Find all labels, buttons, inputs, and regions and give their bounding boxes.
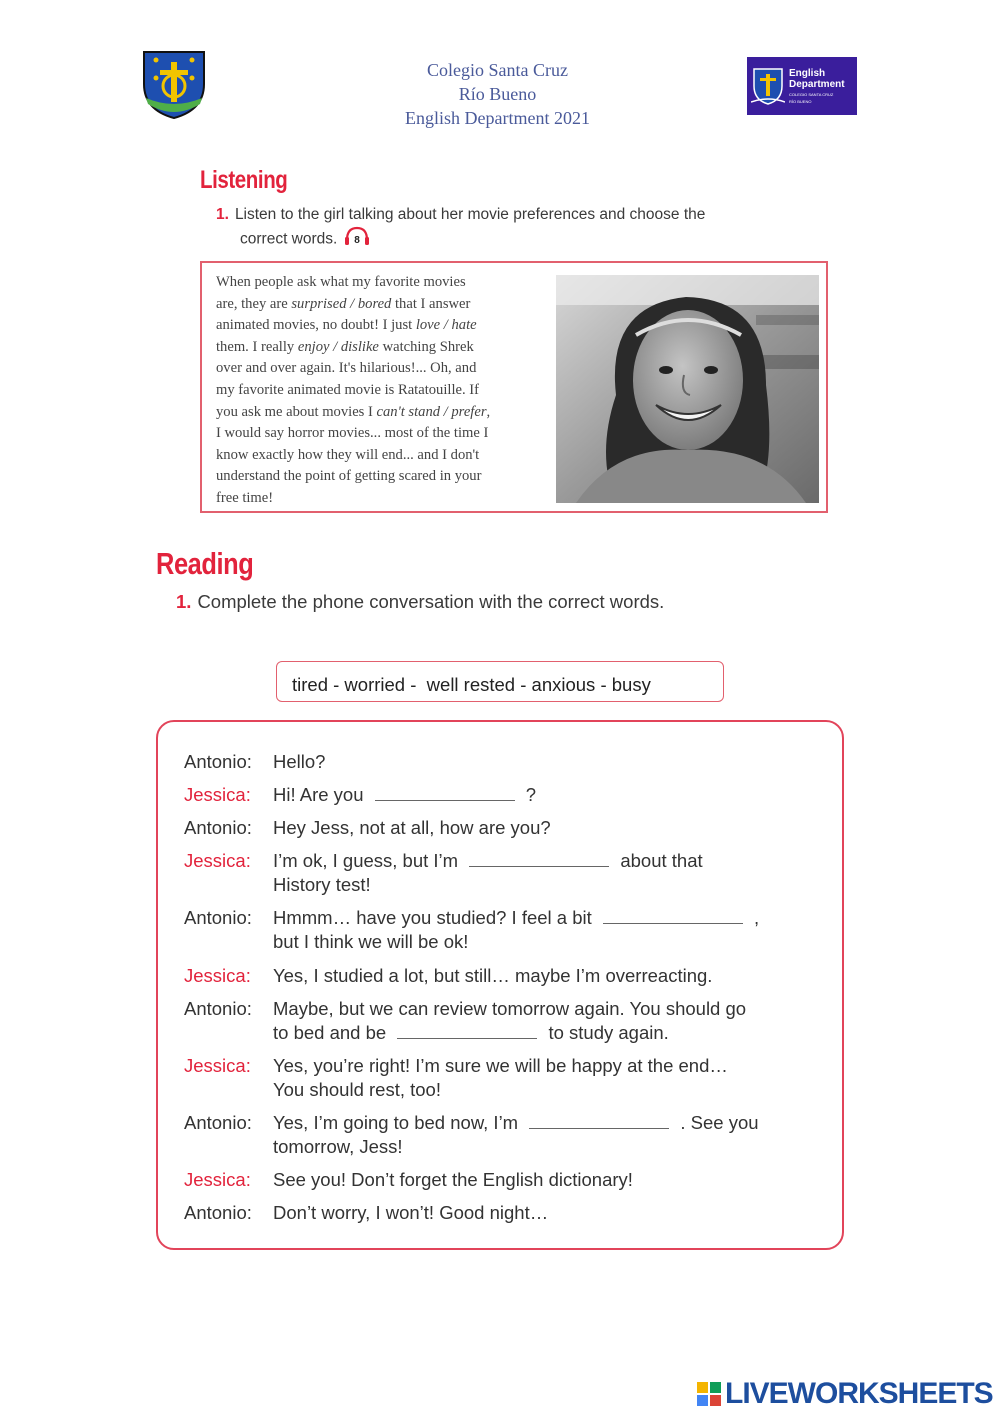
conversation-turn (184, 906, 814, 953)
speech-text: History test! (273, 873, 371, 895)
passage-text: , (486, 403, 491, 420)
speaker-name: Antonio: (184, 817, 252, 838)
listening-title: Listening (200, 166, 288, 194)
passage-line (216, 402, 552, 424)
speech-text: Hmmm… have you studied? I feel a bit (273, 907, 597, 928)
speech (273, 750, 814, 774)
passage-line (216, 423, 552, 445)
speech-line (273, 873, 814, 897)
speech-line (273, 849, 814, 873)
speech-text: Maybe, but we can review tomorrow again. You should go (273, 998, 747, 1019)
headphones-icon (344, 226, 370, 253)
speech-text: You should rest, too! (273, 1078, 441, 1100)
passage-text: free time! (216, 489, 274, 506)
listening-instruction-line1: Listen to the girl talking about her movie preferences and choose the (234, 206, 706, 223)
answer-blank[interactable] (603, 909, 743, 924)
passage-text: animated movies, no doubt! I just (216, 317, 416, 334)
passage-line (216, 488, 552, 510)
conversation-turn (184, 783, 814, 807)
passage-text: you ask me about movies I (216, 403, 377, 420)
conversation-turn (184, 1111, 814, 1158)
conversation-turn (184, 1054, 814, 1101)
word-bank: tired - worried - well rested - anxious - busy (276, 661, 724, 702)
speech-text: tomorrow, Jess! (273, 1135, 403, 1157)
speech-text: Yes, I studied a lot, but still… maybe I’m overreacting. (273, 965, 713, 986)
passage-text: watching Shrek (378, 338, 474, 355)
liveworksheets-brand (697, 1377, 993, 1411)
speech-text: . See you (675, 1112, 759, 1133)
speech-line (273, 750, 814, 774)
speech-line (273, 930, 814, 954)
speech (273, 1111, 814, 1158)
conversation-turn (184, 1201, 814, 1225)
speech (273, 1168, 814, 1192)
speaker-name: Antonio: (184, 907, 252, 928)
speech-text: to bed and be (273, 1021, 392, 1043)
speech-text: Hello? (273, 751, 326, 772)
speech (273, 783, 814, 807)
reading-instruction (176, 591, 664, 613)
speaker-name: Jessica: (184, 965, 251, 986)
speech-line (273, 1021, 814, 1045)
speech (273, 906, 814, 953)
speech-text: Hi! Are you (273, 784, 369, 805)
speaker-name: Antonio: (184, 998, 252, 1019)
conversation-turn (184, 816, 814, 840)
conversation-turn (184, 1168, 814, 1192)
passage-text: my favorite animated movie is Ratatouille. If (216, 381, 480, 398)
dept-logo-title-2: Department (789, 79, 845, 90)
speech-line (273, 906, 814, 930)
passage-line (216, 294, 552, 316)
speech (273, 1201, 814, 1225)
passage-line (216, 380, 552, 402)
speech-line (273, 1135, 814, 1159)
dept-logo-title-1: English (789, 68, 826, 79)
speech-text: about that (615, 850, 703, 871)
speech (273, 964, 814, 988)
speaker-name: Antonio: (184, 1202, 252, 1223)
school-name: Colegio Santa Cruz (427, 60, 568, 80)
speech-line (273, 964, 814, 988)
school-city: Río Bueno (458, 84, 537, 104)
speaker-name: Antonio: (184, 751, 252, 772)
speech-line (273, 1168, 814, 1192)
speech (273, 1054, 814, 1101)
speaker-name: Jessica: (184, 850, 251, 871)
conversation-turn (184, 997, 814, 1044)
school-crest-logo (142, 50, 206, 120)
liveworksheets-logo-icon (697, 1382, 721, 1406)
english-department-logo (747, 57, 857, 115)
speech-text: ? (520, 784, 537, 805)
speech-text: but I think we will be ok! (273, 930, 469, 952)
passage-text: them. I really (216, 338, 298, 355)
speech (273, 849, 814, 896)
speaker-name: Jessica: (184, 784, 251, 805)
speech-text: Don’t worry, I won’t! Good night… (273, 1202, 549, 1223)
track-number: 8 (353, 235, 360, 246)
passage-text: know exactly how they will end... and I don't (216, 446, 480, 463)
answer-blank[interactable] (397, 1024, 537, 1039)
listening-passage (216, 272, 552, 510)
reading-instruction-text: Complete the phone conversation with the correct words. (197, 591, 665, 612)
speech-text: Yes, you’re right! I’m sure we will be happy at the end… (273, 1055, 728, 1076)
speech-text: , (748, 907, 760, 928)
dept-logo-sub-1: COLEGIO SANTA CRUZ (789, 92, 834, 97)
reading-number: 1. (176, 591, 192, 612)
speech-line (273, 1111, 814, 1135)
passage-line (216, 358, 552, 380)
speech-text: Hey Jess, not at all, how are you? (273, 817, 551, 838)
listening-number: 1. (216, 206, 229, 223)
speech-text: Yes, I’m going to bed now, I’m (273, 1112, 524, 1133)
speech-line (273, 1054, 814, 1078)
passage-line (216, 466, 552, 488)
passage-text: that I answer (391, 295, 471, 312)
passage-text: over and over again. It's hilarious!... Oh, and (216, 360, 477, 377)
speech-line (273, 816, 814, 840)
dept-logo-sub-2: RÍO BUENO (789, 99, 812, 104)
department-year: English Department 2021 (405, 108, 590, 128)
liveworksheets-text: LIVEWORKSHEETS (725, 1377, 993, 1410)
speaker-name: Jessica: (184, 1169, 251, 1190)
conversation-turn (184, 964, 814, 988)
speech-line (273, 1201, 814, 1225)
word-choice[interactable]: enjoy / dislike (297, 338, 379, 355)
reading-title: Reading (156, 546, 254, 581)
passage-line (216, 337, 552, 359)
speech-text: I’m ok, I guess, but I’m (273, 850, 464, 871)
word-choice[interactable]: can't stand / prefer (376, 403, 487, 420)
speech-text: to study again. (543, 1021, 669, 1043)
speaker-name: Antonio: (184, 1112, 252, 1133)
speech-text: See you! Don’t forget the English dictionary! (273, 1169, 633, 1190)
girl-photo (556, 275, 819, 503)
passage-text: When people ask what my favorite movies (216, 274, 466, 290)
listening-instruction (216, 203, 806, 253)
speech-line (273, 783, 814, 807)
speech-line (273, 1078, 814, 1102)
school-header (330, 58, 665, 130)
speech (273, 816, 814, 840)
passage-text: are, they are (216, 295, 292, 312)
speaker-name: Jessica: (184, 1055, 251, 1076)
answer-blank[interactable] (469, 852, 609, 867)
department-crest-icon (751, 66, 785, 106)
conversation-turn (184, 750, 814, 774)
answer-blank[interactable] (375, 786, 515, 801)
speech (273, 997, 814, 1044)
word-choice[interactable]: surprised / bored (291, 295, 392, 312)
word-choice[interactable]: love / hate (415, 317, 477, 334)
passage-line (216, 315, 552, 337)
listening-instruction-line2: correct words. (240, 230, 338, 248)
conversation-turn (184, 849, 814, 896)
passage-text: I would say horror movies... most of the time I (216, 425, 489, 442)
passage-line (216, 445, 552, 467)
answer-blank[interactable] (529, 1114, 669, 1129)
passage-line (216, 272, 552, 294)
passage-text: understand the point of getting scared in your (216, 468, 482, 485)
speech-line (273, 997, 814, 1021)
